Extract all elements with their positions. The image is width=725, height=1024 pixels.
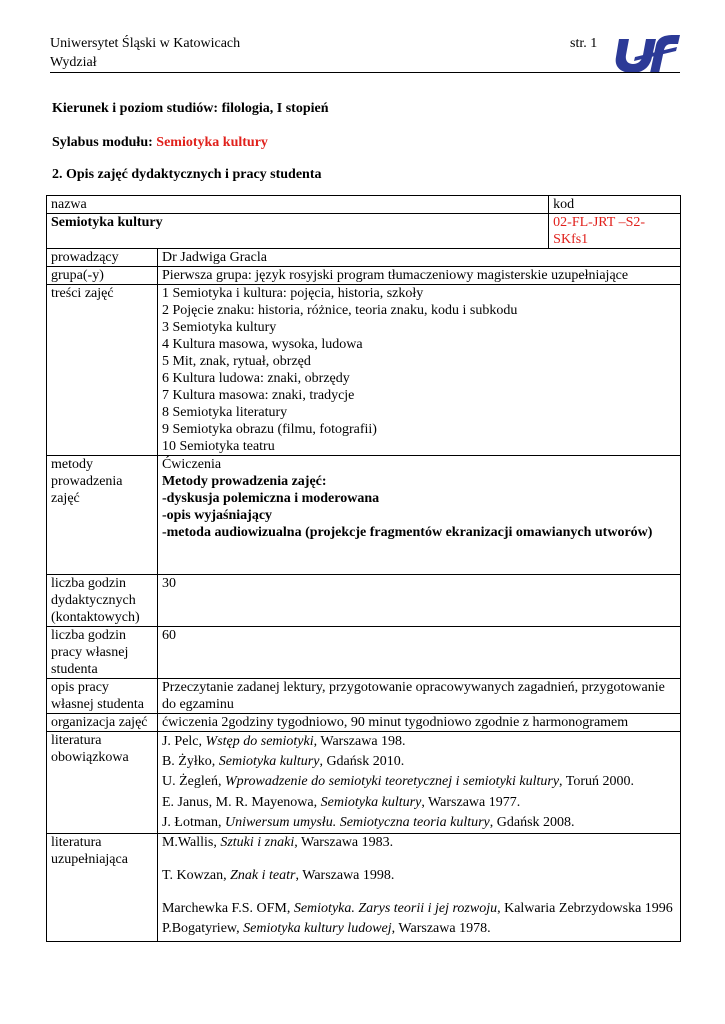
methods-cell — [157, 456, 680, 575]
content-item: 5 Mit, znak, rytuał, obrzęd — [161, 354, 311, 369]
self-work-value: Przeczytanie zadanej lektury, przygotowanie opracowywanych zagadnień, przygotowanie do egzaminu — [157, 679, 680, 714]
header-rule — [50, 72, 680, 73]
contact-hours-value: 30 — [157, 575, 680, 627]
required-lit-list — [157, 732, 680, 834]
table-row — [47, 627, 681, 679]
syllabus-table — [46, 195, 681, 942]
lit-item: P.Bogatyriew, Semiotyka kultury ludowej, Warszawa 1978. — [161, 921, 491, 937]
name-header: nazwa — [47, 196, 549, 214]
method-item: -opis wyjaśniający — [161, 508, 273, 523]
self-work-label: opis pracy własnej studenta — [47, 679, 158, 714]
module-prefix: Sylabus modułu: — [52, 135, 157, 150]
instructor-value: Dr Jadwiga Gracla — [157, 249, 680, 267]
content-list — [157, 285, 680, 456]
lit-item: J. Łotman, Uniwersum umysłu. Semiotyczna teoria kultury, Gdańsk 2008. — [161, 814, 575, 830]
content-item: 9 Semiotyka obrazu (filmu, fotografii) — [161, 422, 377, 437]
table-row — [47, 575, 681, 627]
content-item: 2 Pojęcie znaku: historia, różnice, teoria znaku, kodu i subkodu — [161, 303, 518, 318]
module-name: Semiotyka kultury — [156, 135, 268, 150]
supplementary-lit-list — [157, 834, 680, 942]
method-item: -metoda audiowizualna (projekcje fragmentów ekranizacji omawianych utworów) — [161, 525, 653, 540]
content-label: treści zajęć — [47, 285, 158, 456]
required-lit-label: literatura obowiązkowa — [47, 732, 158, 834]
content-item: 8 Semiotyka literatury — [161, 405, 288, 420]
page-number: str. 1 — [570, 36, 598, 51]
lit-item: M.Wallis, Sztuki i znaki, Warszawa 1983. — [161, 835, 394, 851]
method-item: -dyskusja polemiczna i moderowana — [161, 491, 380, 506]
table-row — [47, 679, 681, 714]
module-name-cell: Semiotyka kultury — [47, 214, 549, 249]
content-item: 1 Semiotyka i kultura: pojęcia, historia, szkoły — [161, 286, 424, 301]
university-name: Uniwersytet Śląski w Katowicach — [50, 36, 241, 51]
lit-item: U. Żegleń, Wprowadzenie do semiotyki teoretycznej i semiotyki kultury, Toruń 2000. — [161, 774, 635, 790]
content-item: 4 Kultura masowa, wysoka, ludowa — [161, 337, 363, 352]
module-row — [47, 214, 681, 249]
content-item: 6 Kultura ludowa: znaki, obrzędy — [161, 371, 350, 386]
lit-item: J. Pelc, Wstęp do semiotyki, Warszawa 198. — [161, 734, 406, 749]
lit-item: E. Janus, M. R. Mayenowa, Semiotyka kultury, Warszawa 1977. — [161, 794, 521, 810]
code-header: kod — [549, 196, 681, 214]
lit-item: Marchewka F.S. OFM, Semiotyka. Zarys teorii i jej rozwoju, Kalwaria Zebrzydowska 1996 — [161, 901, 673, 917]
faculty-name: Wydział — [50, 55, 97, 70]
methods-label: metody prowadzenia zajęć — [47, 456, 158, 575]
page-header — [50, 34, 680, 74]
module-heading — [52, 134, 268, 152]
methods-type: Ćwiczenia — [161, 457, 222, 472]
lit-item: B. Żyłko, Semiotyka kultury, Gdańsk 2010. — [161, 754, 405, 770]
university-logo — [613, 33, 681, 75]
group-value: Pierwsza grupa: język rosyjski program tłumaczeniowy magisterskie uzupełniające — [157, 267, 680, 285]
header-institution — [50, 34, 240, 72]
table-header-row — [47, 196, 681, 214]
table-row — [47, 732, 681, 834]
group-label: grupa(-y) — [47, 267, 158, 285]
self-hours-label: liczba godzin pracy własnej studenta — [47, 627, 158, 679]
table-row — [47, 249, 681, 267]
module-code-cell: 02-FL-JRT –S2-SKfs1 — [549, 214, 681, 249]
section-heading: 2. Opis zajęć dydaktycznych i pracy studenta — [52, 167, 322, 182]
methods-title: Metody prowadzenia zajęć: — [161, 474, 327, 489]
organization-value: ćwiczenia 2godziny tygodniowo, 90 minut tygodniowo zgodnie z harmonogramem — [157, 714, 680, 732]
table-row — [47, 456, 681, 575]
contact-hours-label: liczba godzin dydaktycznych (kontaktowych) — [47, 575, 158, 627]
content-item: 7 Kultura masowa: znaki, tradycje — [161, 388, 355, 403]
instructor-label: prowadzący — [47, 249, 158, 267]
content-item: 10 Semiotyka teatru — [161, 439, 275, 454]
program-heading: Kierunek i poziom studiów: filologia, I stopień — [52, 101, 329, 116]
table-row — [47, 714, 681, 732]
organization-label: organizacja zajęć — [47, 714, 158, 732]
table-row — [47, 267, 681, 285]
supplementary-lit-label: literatura uzupełniająca — [47, 834, 158, 942]
table-row — [47, 834, 681, 942]
lit-item: T. Kowzan, Znak i teatr, Warszawa 1998. — [161, 868, 395, 884]
self-hours-value: 60 — [157, 627, 680, 679]
content-item: 3 Semiotyka kultury — [161, 320, 277, 335]
table-row — [47, 285, 681, 456]
